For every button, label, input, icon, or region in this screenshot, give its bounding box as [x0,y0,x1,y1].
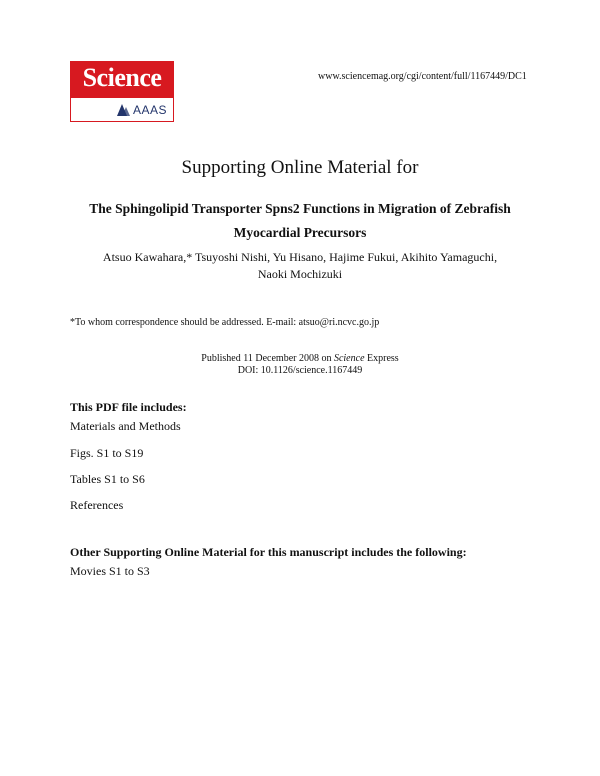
correspondence-note: *To whom correspondence should be addressed. E-mail: atsuo@ri.ncvc.go.jp [70,317,380,328]
paper-title [60,197,540,245]
journal-name: Science [333,353,365,364]
paper-title-line-2: Myocardial Precursors [233,225,367,240]
other-som-heading: Other Supporting Online Material for this manuscript includes the following: [70,545,467,559]
aaas-icon [117,104,131,116]
science-logo [70,61,174,122]
includes-item-references: References [70,498,124,512]
includes-item-tables: Tables S1 to S6 [70,472,145,486]
doi: DOI: 10.1126/science.1167449 [237,365,363,376]
publication-info [0,353,600,377]
author-line-1: Atsuo Kawahara,* Tsuyoshi Nishi, Yu Hisano, Hajime Fukui, Akihito Yamaguchi, [102,250,498,264]
paper-title-line-1: The Sphingolipid Transporter Spns2 Functions in Migration of Zebrafish [89,201,511,216]
other-som-item-movies: Movies S1 to S3 [70,564,150,578]
publication-date: Published 11 December 2008 on Science Express [201,353,399,364]
source-url: www.sciencemag.org/cgi/content/full/1167449/DC1 [318,71,527,82]
logo-wordmark: Science [82,63,162,92]
includes-heading: This PDF file includes: [70,400,187,414]
page-heading: Supporting Online Material for [181,157,419,178]
includes-item-figures: Figs. S1 to S19 [70,446,144,460]
includes-item-materials: Materials and Methods [70,419,181,433]
aaas-band [70,97,174,122]
aaas-label: AAAS [132,102,167,117]
author-list [60,249,540,283]
author-line-2: Naoki Mochizuki [257,267,343,281]
